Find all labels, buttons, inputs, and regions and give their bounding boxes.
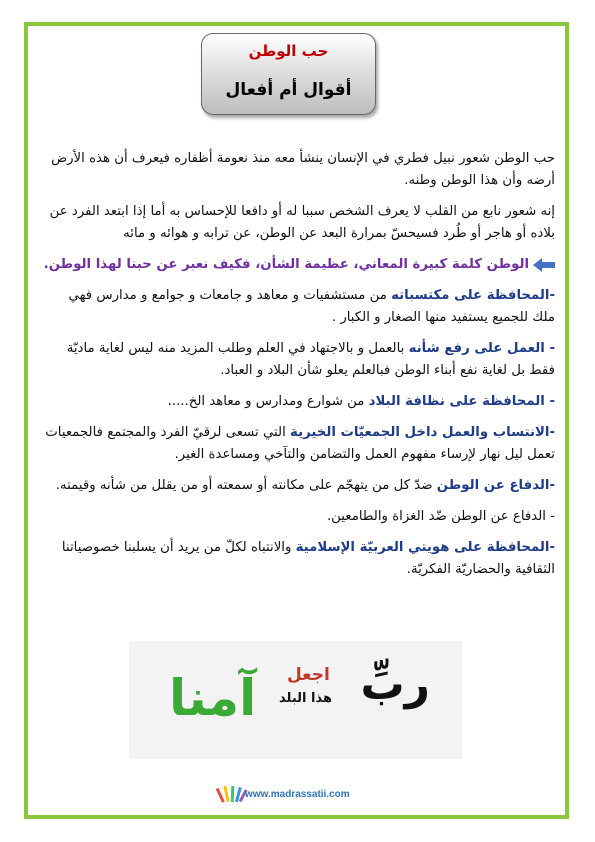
list-item — [42, 285, 555, 329]
item-heading: -المحافظة على مكتسباته — [391, 288, 555, 303]
item-heading: - العمل على رفع شأنه — [408, 341, 555, 356]
list-item — [42, 475, 555, 497]
title-box — [201, 33, 376, 115]
item-text: من مستشفيات و معاهد و جامعات و جوامع و مدارس فهي ملك للجميع يستفيد منها الصغار و الكبار . — [68, 288, 555, 325]
list-item — [42, 537, 555, 581]
highlight-line — [42, 254, 555, 276]
list-item — [42, 391, 555, 413]
banner-word-safe: آمنا — [169, 669, 257, 727]
item-text: بالعمل و بالاجتهاد في العلم وطلب المزيد منه ليس لغاية ماديّة فقط بل لغاية نفع أبناء الوطن فبالعلم يعلو شأن البلاد و العباد. — [66, 341, 555, 378]
page-title: حب الوطن — [248, 42, 329, 60]
banner-word-make: اجعل — [287, 665, 330, 685]
item-text: التي تسعى لرقيّ الفرد والمجتمع فالجمعيات تعمل ليل نهار لإرساء مفهوم العمل والتضامن والتآخي ومساعدة الغير. — [45, 425, 555, 462]
item-heading: -الدفاع عن الوطن — [436, 478, 555, 493]
list-item — [42, 506, 555, 528]
page-subtitle: أقوال أم أفعال — [225, 80, 352, 100]
article-body — [42, 148, 555, 590]
paragraph-feeling: إنه شعور نابع من القلب لا يعرف الشخص سببا له أو دافعا للإحساس به أما إذا ابتعد الفرد عن بلاده أو هاجر أو طُرد فسيحسّ بمرارة البعد عن الوطن، عن ترابه و هوائه و مائه — [49, 204, 555, 241]
paragraph-intro: حب الوطن شعور نبيل فطري في الإنسان ينشأ معه منذ نعومة أظفاره فيعرف أن هذه الأرض أرضه وأن هذا الوطن وطنه. — [51, 151, 555, 188]
item-text: من شوارع ومدارس و معاهد الخ..... — [167, 394, 369, 409]
highlight-text: الوطن كلمة كبيرة المعاني، عظيمة الشأن، فكيف نعبر عن حبنا لهذا الوطن. — [43, 257, 529, 272]
item-text: ضدّ كل من يتهجّم على مكانته أو سمعته أو من يقلل من شأنه وقيمته. — [55, 478, 437, 493]
item-text: والانتباه لكلّ من يريد أن يسلبنا خصوصياتنا الثقافية والحضاريّة الفكريّة. — [61, 540, 555, 577]
site-url[interactable]: www.madrassatii.com — [245, 789, 350, 800]
list-item — [42, 338, 555, 382]
banner-main-word: ربِّ — [360, 659, 430, 710]
arrow-left-icon — [533, 259, 555, 271]
list-item — [42, 422, 555, 466]
footer-logo — [215, 784, 385, 806]
item-heading: -الانتساب والعمل داخل الجمعيّات الخيرية — [290, 425, 555, 440]
prayer-banner — [129, 641, 462, 759]
item-heading: - المحافظة على نظافة البلاد — [368, 394, 555, 409]
item-text: - الدفاع عن الوطن ضّد الغزاة والطامعين. — [326, 509, 555, 524]
item-heading: -المحافظة على هويتي العربيّة الإسلامية — [295, 540, 555, 555]
banner-word-country: هذا البلد — [279, 691, 332, 706]
